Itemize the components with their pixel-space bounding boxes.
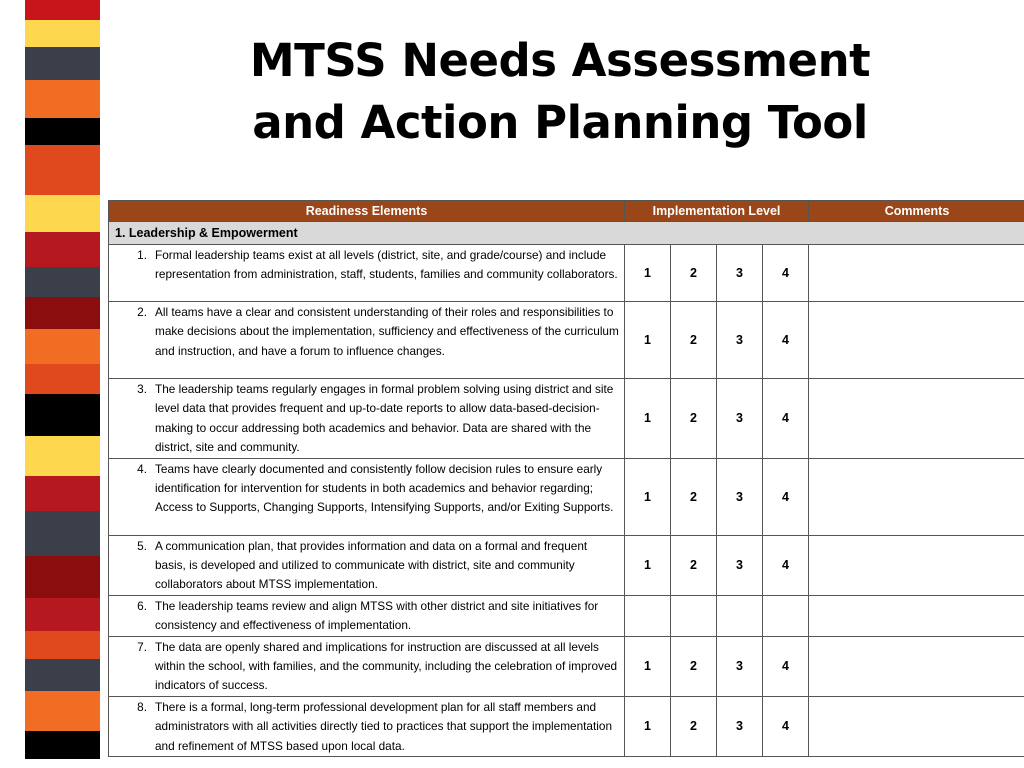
stripe-band <box>25 0 100 20</box>
item-text: All teams have a clear and consistent understanding of their roles and responsibilities to make decisions about the implementation, sufficiency and effectiveness of the curriculum and instruction, and have a forum to influence changes. <box>155 305 619 358</box>
implementation-level-2[interactable]: 2 <box>671 535 717 595</box>
implementation-level-3[interactable]: 3 <box>717 245 763 302</box>
item-number: 7. <box>137 639 147 654</box>
header-comments: Comments <box>809 201 1024 222</box>
header-implementation-level: Implementation Level <box>625 201 809 222</box>
implementation-level-2[interactable] <box>671 595 717 636</box>
comments-cell[interactable] <box>809 245 1024 302</box>
item-number: 8. <box>137 699 147 714</box>
stripe-band <box>25 267 100 297</box>
item-text: The leadership teams review and align MTSS with other district and site initiatives for consistency and effectiveness of implementation. <box>155 598 599 633</box>
table-row <box>109 595 1024 636</box>
implementation-level-4[interactable]: 4 <box>763 458 809 535</box>
item-number: 2. <box>137 305 147 319</box>
implementation-level-3[interactable]: 3 <box>717 535 763 595</box>
stripe-band <box>25 394 100 436</box>
table-row <box>109 696 1024 756</box>
implementation-level-3[interactable]: 3 <box>717 636 763 696</box>
comments-cell[interactable] <box>809 636 1024 696</box>
comments-cell[interactable] <box>809 595 1024 636</box>
implementation-level-4[interactable] <box>763 595 809 636</box>
slide-title <box>110 30 1010 154</box>
readiness-element-cell <box>109 696 625 756</box>
table-row <box>109 535 1024 595</box>
implementation-level-4[interactable]: 4 <box>763 379 809 459</box>
implementation-level-1[interactable]: 1 <box>625 302 671 379</box>
implementation-level-3[interactable]: 3 <box>717 379 763 459</box>
header-readiness-elements: Readiness Elements <box>109 201 625 222</box>
implementation-level-2[interactable]: 2 <box>671 245 717 302</box>
implementation-level-2[interactable]: 2 <box>671 458 717 535</box>
item-text: The leadership teams regularly engages in formal problem solving using district and site level data that provides frequent and up-to-date reports to allow data-based-decision-making to occur addressing both academics and behavior. Data are shared with the district, site and community. <box>155 382 614 455</box>
item-number: 6. <box>137 598 147 613</box>
implementation-level-4[interactable]: 4 <box>763 636 809 696</box>
item-text: Formal leadership teams exist at all levels (district, site, and grade/course) and include representation from administration, staff, students, families and community collaborators. <box>155 248 618 282</box>
item-number: 3. <box>137 382 147 396</box>
readiness-element-cell <box>109 535 625 595</box>
item-text: A communication plan, that provides information and data on a formal and frequent basis, is developed and utilized to communicate with district, site and community collaborators about MTSS implementation. <box>155 538 588 592</box>
stripe-band <box>25 556 100 598</box>
readiness-element-cell <box>109 379 625 459</box>
comments-cell[interactable] <box>809 302 1024 379</box>
implementation-level-2[interactable]: 2 <box>671 379 717 459</box>
implementation-level-2[interactable]: 2 <box>671 636 717 696</box>
stripe-band <box>25 436 100 476</box>
title-line-2: and Action Planning Tool <box>252 96 868 149</box>
stripe-band <box>25 731 100 759</box>
readiness-element-cell <box>109 458 625 535</box>
readiness-element-cell <box>109 302 625 379</box>
readiness-element-cell <box>109 595 625 636</box>
item-number: 5. <box>137 538 147 553</box>
table-row <box>109 636 1024 696</box>
stripe-band <box>25 691 100 731</box>
readiness-element-cell <box>109 636 625 696</box>
implementation-level-1[interactable]: 1 <box>625 379 671 459</box>
implementation-level-4[interactable]: 4 <box>763 245 809 302</box>
needs-assessment-table <box>108 200 1024 757</box>
stripe-band <box>25 476 100 511</box>
readiness-element-cell <box>109 245 625 302</box>
implementation-level-3[interactable] <box>717 595 763 636</box>
decorative-color-stripe <box>25 0 100 768</box>
stripe-band <box>25 47 100 80</box>
comments-cell[interactable] <box>809 696 1024 756</box>
stripe-band <box>25 195 100 232</box>
stripe-band <box>25 598 100 631</box>
table-row <box>109 302 1024 379</box>
implementation-level-3[interactable]: 3 <box>717 302 763 379</box>
implementation-level-1[interactable]: 1 <box>625 535 671 595</box>
stripe-band <box>25 329 100 364</box>
implementation-level-1[interactable]: 1 <box>625 696 671 756</box>
implementation-level-3[interactable]: 3 <box>717 696 763 756</box>
stripe-band <box>25 631 100 659</box>
stripe-band <box>25 80 100 118</box>
stripe-band <box>25 20 100 47</box>
stripe-band <box>25 232 100 267</box>
title-line-1: MTSS Needs Assessment <box>249 34 871 87</box>
implementation-level-1[interactable]: 1 <box>625 458 671 535</box>
implementation-level-4[interactable]: 4 <box>763 696 809 756</box>
item-text: Teams have clearly documented and consistently follow decision rules to ensure early identification for intervention for students in both academics and behavior regarding; Access to Supports, Changing Supports, Intensifying Supports, and/or Exiting Supports. <box>155 461 614 515</box>
item-number: 1. <box>137 248 147 262</box>
table-row <box>109 458 1024 535</box>
implementation-level-3[interactable]: 3 <box>717 458 763 535</box>
item-text: There is a formal, long-term professional development plan for all staff members and administrators with all activities directly tied to practices that support the implementation and refinement of MTSS based upon local data. <box>155 699 613 753</box>
implementation-level-2[interactable]: 2 <box>671 696 717 756</box>
item-text: The data are openly shared and implications for instruction are discussed at all levels within the school, with families, and the community, including the celebration of improved indicators of success. <box>155 639 618 693</box>
item-number: 4. <box>137 461 147 476</box>
implementation-level-4[interactable]: 4 <box>763 535 809 595</box>
comments-cell[interactable] <box>809 458 1024 535</box>
comments-cell[interactable] <box>809 535 1024 595</box>
section-row <box>109 222 1024 245</box>
implementation-level-1[interactable]: 1 <box>625 636 671 696</box>
table-row <box>109 379 1024 459</box>
implementation-level-4[interactable]: 4 <box>763 302 809 379</box>
stripe-band <box>25 364 100 394</box>
table-row <box>109 245 1024 302</box>
implementation-level-1[interactable]: 1 <box>625 245 671 302</box>
stripe-band <box>25 118 100 145</box>
stripe-band <box>25 659 100 691</box>
stripe-band <box>25 511 100 556</box>
implementation-level-1[interactable] <box>625 595 671 636</box>
section-title: 1. Leadership & Empowerment <box>109 222 1024 245</box>
implementation-level-2[interactable]: 2 <box>671 302 717 379</box>
comments-cell[interactable] <box>809 379 1024 459</box>
stripe-band <box>25 297 100 329</box>
table-header-row <box>109 201 1024 222</box>
stripe-band <box>25 145 100 195</box>
